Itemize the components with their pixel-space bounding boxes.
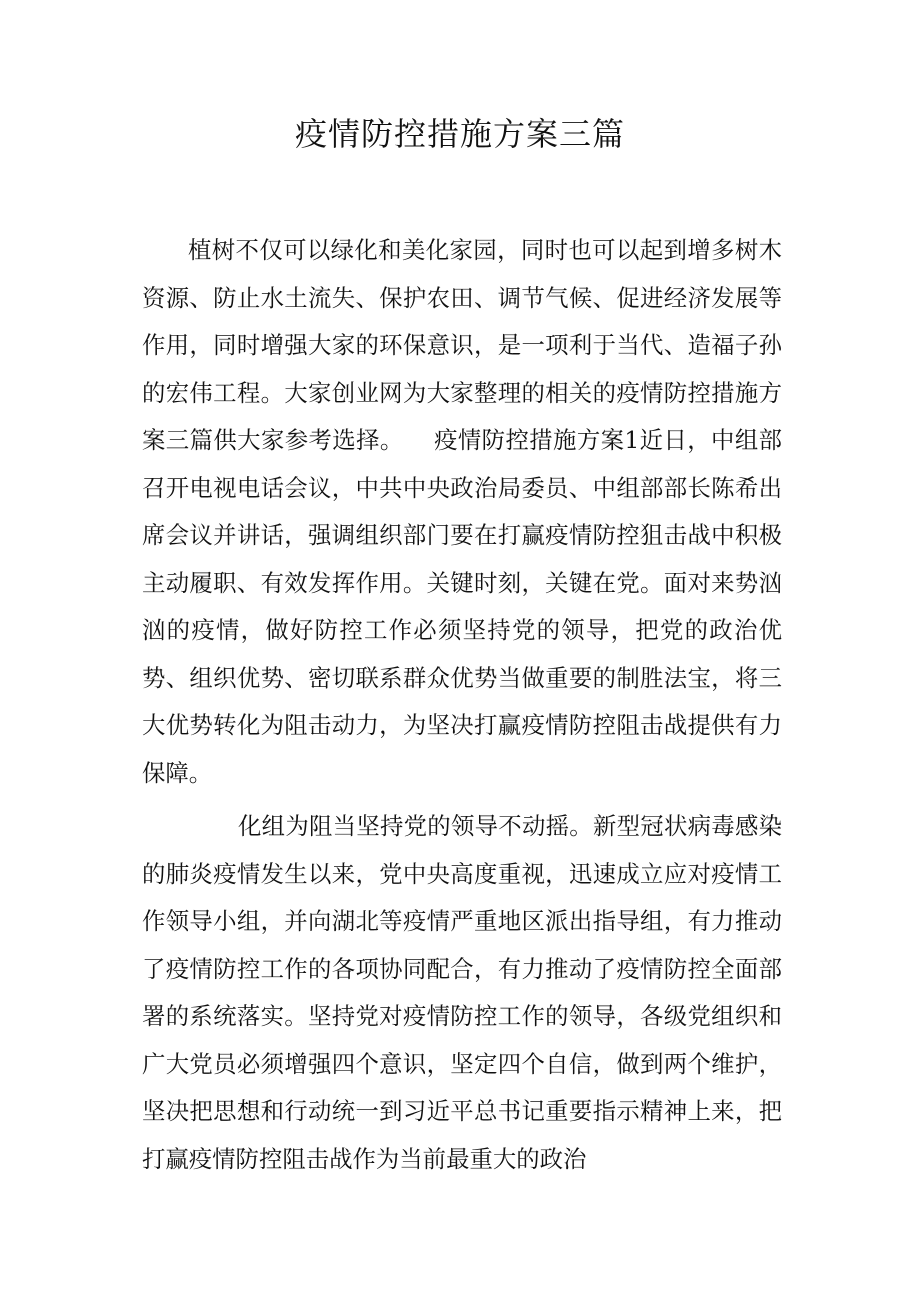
section-heading-1: 疫情防控措施方案1 [433, 426, 640, 454]
intro-text: 植树不仅可以绿化和美化家园，同时也可以起到增多树木资源、防止水土流失、保护农田、调节气候、促进经济发展等作用，同时增强大家的环保意识，是一项利于当代、造福子孙的宏伟工程。大家创业网为大家整理的相关的疫情防控措施方案三篇供大家参考选择。 [142, 236, 782, 454]
paragraph-intro [142, 227, 782, 797]
section-1-text: 近日，中组部召开电视电话会议，中共中央政治局委员、中组部部长陈希出席会议并讲话，强调组织部门要在打赢疫情防控狙击战中积极主动履职、有效发挥作用。关键时刻，关键在党。面对来势汹汹的疫情，做好防控工作必须坚持党的领导，把党的政治优势、组织优势、密切联系群众优势当做重要的制胜法宝，将三大优势转化为阻击动力，为坚决打赢疫情防控阻击战提供有力保障。 [142, 426, 783, 787]
document-title: 疫情防控措施方案三篇 [294, 115, 625, 153]
paragraph-2: 化组为阻当坚持党的领导不动摇。新型冠状病毒感染的肺炎疫情发生以来，党中央高度重视，迅速成立应对疫情工作领导小组，并向湖北等疫情严重地区派出指导组，有力推动了疫情防控工作的各项协同配合，有力推动了疫情防控全面部署的系统落实。坚持党对疫情防控工作的领导，各级党组织和广大党员必须增强四个意识，坚定四个自信，做到两个维护，坚决把思想和行动统一到习近平总书记重要指示精神上来，把打赢疫情防控阻击战作为当前最重大的政治 [142, 812, 782, 1173]
